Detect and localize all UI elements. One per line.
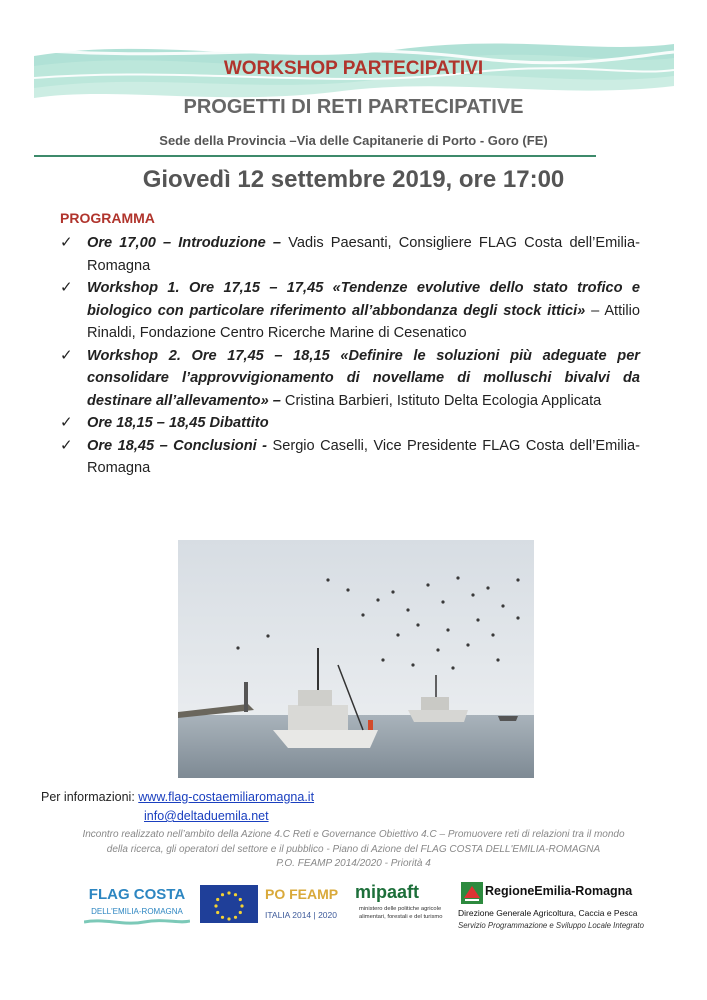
program-list — [60, 232, 640, 480]
event-date: Giovedì 12 settembre 2019, ore 17:00 — [142, 166, 565, 193]
venue-line: Sede della Provincia –Via delle Capitanerie di Porto - Goro (FE) — [159, 133, 548, 148]
program-item — [60, 232, 640, 277]
program-heading: PROGRAMMA — [60, 210, 155, 226]
eu-flag-icon — [200, 885, 258, 923]
mipaaft-logo-subtitle: ministero delle politiche agricole alimentari, forestali e del turismo — [359, 906, 443, 920]
footnote-line: della ricerca, gli operatori del settore e il pubblico - Piano di Azione del FLAG COSTA DELL'EMILIA-ROMAGNA — [106, 843, 601, 855]
sponsor-logos — [0, 880, 707, 940]
email-link[interactable]: info@deltaduemila.net — [144, 809, 269, 823]
page-title: WORKSHOP PARTECIPATIVI — [223, 58, 484, 79]
regione-emblem-icon — [461, 882, 483, 904]
checkmark-icon: ✓ — [60, 414, 73, 431]
program-item-text: – Attilio Rinaldi, Fondazione Centro Ricerche Marine di Cesenatico — [87, 302, 641, 341]
flag-logo-subtitle: DELL'EMILIA-ROMAGNA — [91, 907, 183, 916]
program-item-bold: Ore 17,00 – Introduzione – — [87, 235, 282, 251]
checkmark-icon: ✓ — [60, 279, 73, 296]
program-item-text: Vadis Paesanti, Consigliere FLAG Costa dell’Emilia-Romagna — [87, 235, 640, 274]
program-item-bold: Workshop 2. Ore 17,45 – 18,15 «Definire le soluzioni più adeguate per consolidare l’approvvigionamento di novellame di molluschi bivalvi da destinare all’allevamento» – — [87, 347, 640, 409]
footnote-line: P.O. FEAMP 2014/2020 - Priorità 4 — [276, 858, 431, 869]
program-item — [60, 435, 640, 480]
flag-logo-title: FLAG COSTA — [88, 886, 186, 903]
regione-logo-subtitle-2: Servizio Programmazione e Sviluppo Locale Integrato — [458, 921, 644, 930]
checkmark-icon: ✓ — [60, 436, 73, 454]
info-block — [41, 790, 315, 823]
flag-costa-logo — [84, 886, 190, 926]
footnote — [30, 828, 677, 872]
checkmark-icon: ✓ — [60, 234, 73, 251]
program-item-text: Cristina Barbieri, Istituto Delta Ecologia Applicata — [280, 392, 602, 409]
program-item-bold: Workshop 1. Ore 17,15 – 17,45 «Tendenze evolutive dello stato trofico e biologico con particolare riferimento all’abbondanza degli stock ittici» — [87, 280, 640, 319]
program-item-bold: Ore 18,45 – Conclusioni - — [87, 437, 268, 454]
program-item — [60, 277, 640, 345]
po-logo-title: PO FEAMP — [265, 886, 339, 902]
po-feamp-logo — [265, 886, 345, 926]
regione-emilia-romagna-logo — [455, 882, 655, 937]
regione-logo-title: RegioneEmilia-Romagna — [485, 884, 633, 898]
program-item-bold: Ore 18,15 – 18,45 Dibattito — [87, 415, 269, 431]
mipaaft-logo-title: mipaaft — [355, 882, 420, 902]
program-item-text: Sergio Caselli, Vice Presidente FLAG Costa dell’Emilia-Romagna — [87, 437, 640, 476]
footnote-line: Incontro realizzato nell’ambito della Azione 4.C Reti e Governance Obiettivo 4.C – Promuovere reti di relazioni tra il mondo — [82, 829, 625, 840]
website-link[interactable]: www.flag-costaemiliaromagna.it — [138, 790, 315, 804]
page-subtitle: PROGETTI DI RETI PARTECIPATIVE — [183, 96, 524, 118]
fishing-boats-photo — [178, 540, 534, 778]
mipaaft-logo — [355, 882, 445, 932]
info-label: Per informazioni: — [41, 790, 135, 804]
program-item — [60, 412, 640, 435]
divider — [34, 155, 596, 157]
checkmark-icon: ✓ — [60, 346, 73, 364]
wave-icon — [84, 918, 190, 926]
regione-logo-subtitle: Direzione Generale Agricoltura, Caccia e Pesca — [458, 908, 638, 918]
program-item — [60, 345, 640, 413]
po-logo-subtitle: ITALIA 2014 | 2020 — [265, 910, 337, 920]
